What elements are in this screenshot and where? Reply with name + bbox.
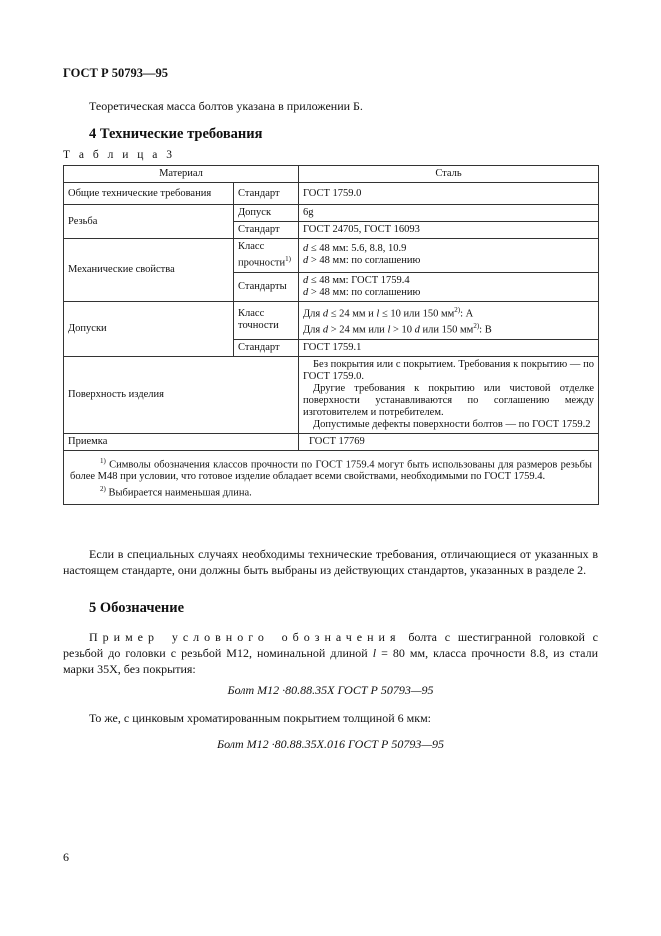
header-steel: Сталь [299, 166, 599, 183]
row-general-name: Общие технические требования [64, 183, 234, 205]
footnote-2-text: Выбирается наименьшая длина. [105, 487, 252, 499]
example-lead: Пример условного обозначения [89, 630, 401, 644]
row-mech-sub2: Стандарты [234, 272, 299, 301]
surface-p2: Другие требования к покрытию или чистовой отделке поверхности устанавливаются по соглашению между изготовителем и потребителем. [303, 382, 594, 418]
text-frag: Для [303, 308, 323, 319]
document-header: ГОСТ Р 50793—95 [63, 66, 169, 80]
row-mech-sub1-a: Класс [238, 241, 265, 252]
symbol-d: d [303, 243, 309, 255]
row-tol-val2: ГОСТ 1759.1 [299, 339, 599, 356]
table-caption: Т а б л и ц а 3 [63, 149, 176, 161]
table-row [64, 205, 599, 222]
table-row [64, 183, 599, 205]
row-mech-val2-a: ≤ 48 мм: ГОСТ 1759.4 [310, 274, 410, 286]
footnote-2 [70, 483, 592, 500]
example-paragraph [63, 629, 598, 677]
surface-p3: Допустимые дефекты поверхности болтов — по ГОСТ 1759.2 [313, 418, 591, 430]
special-cases-paragraph [63, 546, 598, 578]
table-row [64, 239, 599, 273]
designation-formula-2: Болт М12 ·80.88.35Х.016 ГОСТ Р 50793—95 [216, 737, 444, 751]
row-tol-sub1 [234, 301, 299, 339]
row-mech-val2 [299, 272, 599, 301]
surface-p1: Без покрытия или с покрытием. Требования к покрытию — по ГОСТ 1759.0. [303, 358, 594, 382]
zinc-paragraph [63, 710, 598, 726]
row-thread-val1: 6g [299, 205, 599, 222]
example-text2: = 80 мм, класса прочности 8.8, из стали марки 35Х, без покрытия: [63, 646, 598, 676]
footnote-1-text: Символы обозначения классов прочности по ГОСТ 1759.4 могут быть использованы для размеров резьбы более М48 при условии, что готовое изделие обладает всеми свойствами, необходимыми по ГОСТ 1759.4. [70, 459, 592, 482]
row-thread-val2: ГОСТ 24705, ГОСТ 16093 [299, 222, 599, 239]
text-frag: > 24 мм или [328, 324, 388, 336]
footnote-mark: 2) [100, 485, 106, 493]
symbol-l: l [376, 308, 380, 319]
symbol-d: d [414, 324, 420, 336]
row-general-val: ГОСТ 1759.0 [299, 183, 599, 205]
table-header-row [64, 166, 599, 183]
page-number: 6 [63, 850, 69, 864]
symbol-d: d [322, 324, 329, 336]
row-mech-sub1-b: прочности [238, 257, 286, 269]
row-tol-name: Допуски [64, 301, 234, 356]
text-frag: или 150 мм [419, 324, 474, 336]
footnote-1 [70, 455, 592, 484]
row-mech-val2-b: > 48 мм: по соглашению [310, 286, 421, 298]
row-accept-name: Приемка [64, 433, 299, 450]
text-frag: > 10 [390, 324, 415, 336]
header-material: Материал [64, 166, 299, 183]
example-text1: болта с шестигранной головкой с резьбой до головки с резьбой М12, номинальной длиной [63, 630, 598, 660]
symbol-d: d [322, 308, 329, 319]
row-mech-name: Механические свойства [64, 239, 234, 302]
row-tol-val1 [299, 301, 599, 339]
row-mech-val1-b: > 48 мм: по соглашению [310, 255, 421, 267]
text-frag: Для [303, 324, 323, 336]
intro-text: Теоретическая масса болтов указана в приложении Б. [89, 99, 363, 113]
row-tol-sub2: Стандарт [234, 339, 299, 356]
row-surface-val [299, 356, 599, 433]
row-tol-sub1-a: Класс [238, 308, 265, 319]
row-accept-val: ГОСТ 17769 [299, 433, 599, 450]
row-thread-sub1: Допуск [234, 205, 299, 222]
row-mech-val1-a: ≤ 48 мм: 5.6, 8.8, 10.9 [310, 243, 407, 255]
symbol-d: d [303, 255, 309, 267]
row-tol-sub1-b: точности [238, 320, 279, 331]
footnote-ref: 2) [454, 305, 461, 314]
table-row [64, 301, 599, 339]
footnote-mark: 1) [100, 456, 106, 465]
row-mech-val1 [299, 239, 599, 273]
requirements-table [63, 165, 599, 505]
special-cases-text: Если в специальных случаях необходимы технические требования, отличающиеся от указанных в настоящем стандарте, они должны быть выбраны из действующих стандартов, указанных в разделе 2. [63, 547, 598, 577]
section-4-title: 4 Технические требования [89, 126, 263, 142]
designation-formula-1: Болт М12 ·80.88.35Х ГОСТ Р 50793—95 [227, 683, 434, 697]
row-thread-name: Резьба [64, 205, 234, 239]
footnote-ref: 1) [285, 255, 291, 263]
row-general-sub: Стандарт [234, 183, 299, 205]
symbol-l: l [372, 646, 377, 660]
zinc-text: То же, с цинковым хроматированным покрытием толщиной 6 мкм: [89, 711, 431, 725]
symbol-d: d [303, 274, 309, 286]
footnote-ref: 2) [473, 322, 480, 330]
text-frag: ≤ 24 мм и [328, 308, 377, 319]
text-frag: : В [479, 324, 492, 336]
text-frag: : А [460, 308, 474, 319]
table-row [64, 433, 599, 450]
footnotes-cell [64, 450, 599, 504]
row-thread-sub2: Стандарт [234, 222, 299, 239]
text-frag: ≤ 10 или 150 мм [379, 308, 455, 319]
symbol-l: l [387, 324, 391, 336]
row-surface-name: Поверхность изделия [64, 356, 299, 433]
table-footnotes [64, 450, 599, 504]
row-mech-sub1 [234, 239, 299, 273]
table-row [64, 356, 599, 433]
section-5-title: 5 Обозначение [89, 600, 185, 616]
symbol-d: d [303, 286, 309, 298]
